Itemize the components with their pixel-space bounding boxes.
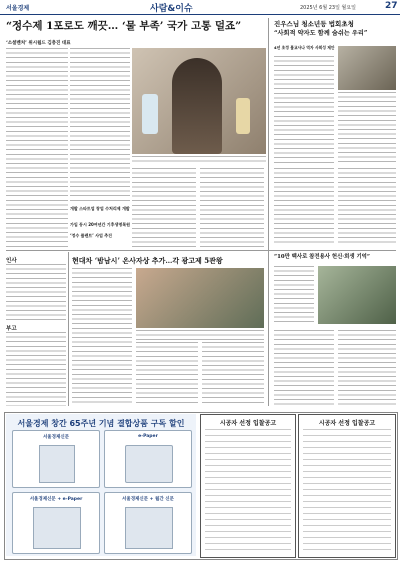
section-divider xyxy=(6,250,396,251)
lead-subhead: 개발 스타트업 창업 수처리제 개발 xyxy=(70,206,130,211)
product-card[interactable] xyxy=(12,492,100,554)
right-article-body3 xyxy=(274,168,334,246)
column-divider xyxy=(68,252,69,406)
anniv-body1 xyxy=(274,266,314,326)
section-title: 사람&이슈 xyxy=(150,4,193,14)
photo-caption xyxy=(132,156,266,165)
right-article-kicker: 4년 초정 불교사나 역자 사회성 제안 xyxy=(274,45,335,50)
column-divider xyxy=(268,18,269,406)
product-card-title: 서울경제신문 xyxy=(42,435,70,440)
obituary-title: 부고 xyxy=(6,326,17,332)
anniv-body2 xyxy=(274,330,334,406)
photo-person xyxy=(172,58,222,154)
issue-date: 2025년 6월 23일 월요일 xyxy=(300,5,357,11)
newspaper-icon xyxy=(33,507,81,549)
bid-notice-table xyxy=(205,429,291,553)
lead-byline: ‘소셜벤처’ 위시월드 김충진 대표 xyxy=(6,41,71,46)
right-article-title: 진우스님 청소년등 법회초청 xyxy=(274,20,354,28)
subscription-ad-title: 서울경제 창간 65주년 기념 결합상품 구독 할인 xyxy=(17,419,185,428)
center-article-photo xyxy=(136,268,264,328)
lead-subhead: 가입 동시 20여년간 기후생명복원 xyxy=(70,222,130,227)
right-article-subtitle: “사회적 약자도 함께 숨쉬는 우리” xyxy=(274,30,368,37)
photo-bottle xyxy=(142,94,158,134)
center-article-body1 xyxy=(72,268,132,406)
right-article-body2 xyxy=(338,106,396,166)
bid-notice xyxy=(200,414,296,558)
newspaper-icon xyxy=(39,445,75,483)
lead-body-col3 xyxy=(132,168,196,248)
product-card[interactable] xyxy=(104,492,192,554)
center-article-body2 xyxy=(136,342,198,406)
product-card[interactable] xyxy=(104,430,192,488)
anniv-photo xyxy=(318,266,396,324)
anniv-headline: “10만 백사로 참전용사 헌신·희생 기억” xyxy=(274,254,370,260)
obituary-body xyxy=(6,332,66,406)
right-article-body4 xyxy=(338,168,396,246)
center-article-body3 xyxy=(202,342,264,406)
bid-notice xyxy=(298,414,396,558)
anniv-body3 xyxy=(338,330,396,406)
page-number: 27 xyxy=(385,1,398,11)
photo-bottle xyxy=(236,98,250,134)
product-card-title: 서울경제신문 + e-Paper xyxy=(29,497,83,502)
bid-notice-title: 시공자 선정 입찰공고 xyxy=(219,420,277,427)
product-card[interactable] xyxy=(12,430,100,488)
tablet-icon xyxy=(125,445,173,483)
right-photo-caption xyxy=(338,92,396,104)
newspaper-icon xyxy=(125,507,173,549)
lead-photo xyxy=(132,48,266,154)
page-header xyxy=(0,0,400,15)
right-article-body1 xyxy=(274,56,334,166)
center-photo-caption xyxy=(136,330,264,340)
publication-name: 서울경제 xyxy=(6,5,30,12)
people-title: 인사 xyxy=(6,258,17,264)
product-card-title: e-Paper xyxy=(138,434,158,439)
lead-headline: “정수제 1포로도 깨끗… ‘물 부족’ 국가 고통 덜죠” xyxy=(6,20,242,32)
lead-body-col4 xyxy=(200,168,264,248)
people-body xyxy=(6,264,66,320)
bid-notice-table xyxy=(303,429,391,553)
lead-body-col2 xyxy=(70,48,130,203)
lead-body-col1 xyxy=(6,48,68,248)
right-article-photo xyxy=(338,46,396,90)
bid-notice-title: 시공자 선정 입찰공고 xyxy=(318,420,376,427)
lead-subhead: ‘정수 플랜트’ 사업 추진 xyxy=(70,233,112,238)
product-card-title: 서울경제신문 + 월간 신문 xyxy=(122,497,174,502)
center-article-headline: 현대차 ‘밤남시’ 온사자상 추가…각 광고제 5관왕 xyxy=(72,256,223,265)
